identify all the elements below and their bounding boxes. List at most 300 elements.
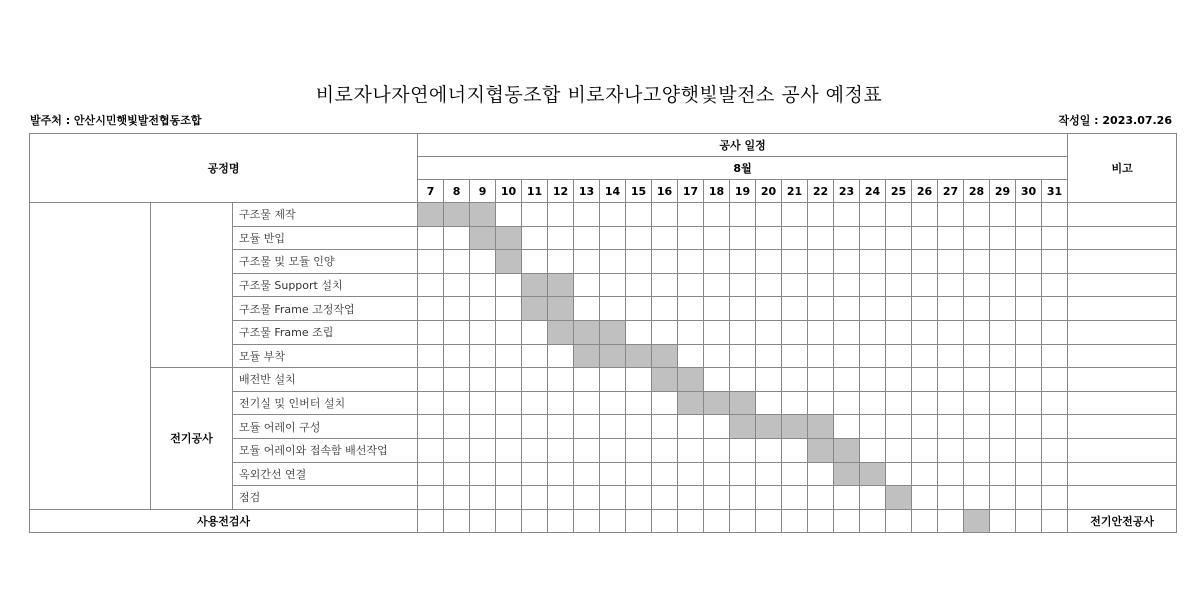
gantt-bar-cell [548,320,574,344]
task-name: 배전반 설치 [233,368,418,392]
gantt-cell [756,509,782,533]
gantt-cell [1016,203,1042,227]
gantt-cell [756,462,782,486]
gantt-cell [1016,391,1042,415]
day-header-21: 21 [782,180,808,203]
gantt-bar-cell [600,344,626,368]
gantt-bar-cell [548,273,574,297]
gantt-bar-cell [756,415,782,439]
gantt-cell [730,226,756,250]
gantt-cell [704,320,730,344]
gantt-cell [730,250,756,274]
gantt-cell [496,273,522,297]
page-title: 비로자나자연에너지협동조합 비로자나고양햇빛발전소 공사 예정표 [315,84,883,106]
gantt-cell [652,297,678,321]
gantt-cell [860,438,886,462]
gantt-cell [522,368,548,392]
gantt-bar-cell [834,462,860,486]
gantt-cell [496,320,522,344]
gantt-cell [652,250,678,274]
gantt-cell [1042,438,1068,462]
gantt-cell [574,297,600,321]
gantt-cell [574,486,600,510]
gantt-cell [886,391,912,415]
gantt-cell [652,391,678,415]
day-header-10: 10 [496,180,522,203]
gantt-bar-cell [522,297,548,321]
gantt-cell [730,438,756,462]
task-row [30,203,1177,227]
gantt-bar-cell [626,344,652,368]
gantt-cell [834,344,860,368]
gantt-cell [496,368,522,392]
day-header-9: 9 [470,180,496,203]
gantt-cell [860,297,886,321]
gantt-cell [938,368,964,392]
gantt-cell [782,462,808,486]
gantt-cell [600,486,626,510]
gantt-cell [626,415,652,439]
gantt-cell [756,226,782,250]
gantt-cell [860,486,886,510]
task-name: 구조물 Support 설치 [233,273,418,297]
gantt-cell [704,415,730,439]
gantt-cell [418,320,444,344]
gantt-cell [886,250,912,274]
month-header: 8월 [418,157,1068,180]
remark-cell [1068,203,1177,227]
gantt-cell [1042,509,1068,533]
gantt-cell [652,462,678,486]
gantt-cell [678,509,704,533]
gantt-cell [912,226,938,250]
gantt-cell [912,391,938,415]
gantt-cell [886,368,912,392]
gantt-cell [626,368,652,392]
gantt-cell [548,415,574,439]
gantt-cell [834,391,860,415]
process-header: 공정명 [30,134,418,203]
task-name: 구조물 Frame 조립 [233,320,418,344]
gantt-cell [964,320,990,344]
gantt-cell [730,486,756,510]
gantt-bar-cell [730,391,756,415]
gantt-cell [964,226,990,250]
gantt-cell [652,415,678,439]
gantt-cell [938,438,964,462]
day-header-29: 29 [990,180,1016,203]
gantt-cell [574,203,600,227]
gantt-cell [938,250,964,274]
gantt-cell [444,438,470,462]
gantt-cell [548,344,574,368]
gantt-cell [626,509,652,533]
gantt-cell [990,509,1016,533]
gantt-cell [1016,486,1042,510]
gantt-cell [548,438,574,462]
gantt-cell [470,320,496,344]
gantt-cell [964,344,990,368]
gantt-cell [808,486,834,510]
gantt-cell [704,250,730,274]
remark-cell [1068,250,1177,274]
gantt-cell [418,344,444,368]
gantt-cell [678,273,704,297]
gantt-cell [1042,250,1068,274]
gantt-cell [470,297,496,321]
gantt-cell [808,368,834,392]
category-cell: 전기공사 [151,368,233,510]
task-name: 모듈 반입 [233,226,418,250]
gantt-cell [678,438,704,462]
gantt-cell [990,297,1016,321]
gantt-cell [860,203,886,227]
day-header-19: 19 [730,180,756,203]
gantt-cell [600,273,626,297]
gantt-cell [678,415,704,439]
gantt-cell [704,344,730,368]
day-header-15: 15 [626,180,652,203]
task-name: 옥외간선 연결 [233,462,418,486]
gantt-cell [938,344,964,368]
gantt-cell [886,415,912,439]
gantt-cell [834,320,860,344]
gantt-cell [990,486,1016,510]
gantt-cell [990,344,1016,368]
gantt-cell [990,250,1016,274]
gantt-cell [444,368,470,392]
gantt-cell [704,462,730,486]
gantt-bar-cell [444,203,470,227]
section-cell [30,203,151,510]
gantt-cell [964,391,990,415]
gantt-cell [704,226,730,250]
gantt-cell [522,438,548,462]
gantt-cell [860,250,886,274]
gantt-cell [912,250,938,274]
gantt-cell [938,391,964,415]
gantt-cell [1042,486,1068,510]
gantt-cell [912,438,938,462]
gantt-cell [1042,297,1068,321]
gantt-cell [444,320,470,344]
gantt-cell [808,226,834,250]
gantt-cell [418,415,444,439]
gantt-cell [574,509,600,533]
gantt-cell [496,415,522,439]
remark-cell [1068,462,1177,486]
gantt-cell [678,203,704,227]
gantt-bar-cell [600,320,626,344]
gantt-cell [860,226,886,250]
gantt-cell [704,438,730,462]
gantt-cell [808,297,834,321]
gantt-cell [626,486,652,510]
gantt-cell [1042,273,1068,297]
gantt-cell [600,368,626,392]
gantt-cell [938,226,964,250]
gantt-cell [1042,368,1068,392]
gantt-cell [626,226,652,250]
gantt-cell [834,486,860,510]
gantt-cell [522,462,548,486]
gantt-cell [1042,320,1068,344]
gantt-cell [912,203,938,227]
gantt-cell [730,203,756,227]
gantt-cell [1016,438,1042,462]
task-row [30,368,1177,392]
gantt-cell [834,415,860,439]
gantt-cell [704,486,730,510]
gantt-cell [938,486,964,510]
client-label: 발주처 : 안산시민햇빛발전협동조합 [30,114,202,127]
gantt-cell [522,250,548,274]
gantt-cell [574,226,600,250]
gantt-cell [808,391,834,415]
day-header-20: 20 [756,180,782,203]
remark-cell [1068,226,1177,250]
gantt-cell [678,486,704,510]
day-header-7: 7 [418,180,444,203]
gantt-cell [626,297,652,321]
gantt-cell [626,391,652,415]
gantt-cell [860,391,886,415]
gantt-cell [600,415,626,439]
remark-cell [1068,320,1177,344]
gantt-cell [964,438,990,462]
gantt-cell [470,509,496,533]
gantt-cell [444,344,470,368]
gantt-cell [808,462,834,486]
gantt-cell [522,344,548,368]
gantt-cell [1016,250,1042,274]
gantt-cell [444,415,470,439]
gantt-cell [574,273,600,297]
gantt-cell [496,462,522,486]
task-name: 구조물 제작 [233,203,418,227]
gantt-cell [470,273,496,297]
gantt-bar-cell [522,273,548,297]
gantt-cell [652,203,678,227]
gantt-cell [496,203,522,227]
gantt-bar-cell [808,438,834,462]
gantt-cell [808,273,834,297]
gantt-cell [496,297,522,321]
gantt-cell [1042,226,1068,250]
gantt-cell [704,203,730,227]
gantt-cell [834,273,860,297]
gantt-cell [886,344,912,368]
gantt-cell [964,297,990,321]
gantt-cell [444,226,470,250]
gantt-cell [938,203,964,227]
gantt-cell [964,415,990,439]
gantt-cell [1016,344,1042,368]
day-header-30: 30 [1016,180,1042,203]
gantt-cell [782,203,808,227]
gantt-cell [704,297,730,321]
gantt-cell [782,486,808,510]
gantt-cell [886,438,912,462]
gantt-cell [704,368,730,392]
gantt-cell [886,226,912,250]
gantt-cell [574,391,600,415]
gantt-cell [912,320,938,344]
day-header-28: 28 [964,180,990,203]
gantt-bar-cell [730,415,756,439]
category-cell [151,203,233,368]
gantt-cell [834,203,860,227]
gantt-cell [548,250,574,274]
gantt-cell [600,391,626,415]
gantt-cell [990,415,1016,439]
task-name: 점검 [233,486,418,510]
gantt-cell [626,273,652,297]
gantt-cell [886,320,912,344]
gantt-cell [600,438,626,462]
gantt-cell [1016,415,1042,439]
gantt-cell [964,486,990,510]
gantt-cell [548,486,574,510]
gantt-cell [418,509,444,533]
gantt-cell [912,368,938,392]
gantt-cell [730,320,756,344]
gantt-cell [678,297,704,321]
gantt-cell [990,368,1016,392]
gantt-cell [964,368,990,392]
remark-cell [1068,391,1177,415]
date-label: 작성일 : 2023.07.26 [1058,114,1172,127]
gantt-cell [678,226,704,250]
gantt-bar-cell [496,250,522,274]
gantt-cell [782,509,808,533]
task-name: 모듈 어레이와 접속함 배선작업 [233,438,418,462]
gantt-cell [730,344,756,368]
gantt-cell [990,462,1016,486]
day-header-31: 31 [1042,180,1068,203]
gantt-cell [886,273,912,297]
gantt-cell [990,320,1016,344]
gantt-cell [938,509,964,533]
gantt-cell [964,203,990,227]
gantt-bar-cell [548,297,574,321]
gantt-cell [652,486,678,510]
gantt-cell [912,509,938,533]
gantt-cell [574,438,600,462]
task-name: 전기실 및 인버터 설치 [233,391,418,415]
gantt-cell [782,391,808,415]
gantt-cell [1016,297,1042,321]
gantt-cell [990,203,1016,227]
gantt-cell [782,344,808,368]
gantt-cell [444,462,470,486]
gantt-cell [756,438,782,462]
gantt-cell [678,320,704,344]
gantt-cell [522,320,548,344]
gantt-cell [574,250,600,274]
gantt-cell [548,509,574,533]
gantt-cell [886,203,912,227]
day-header-8: 8 [444,180,470,203]
gantt-cell [1042,391,1068,415]
gantt-cell [834,368,860,392]
gantt-cell [600,462,626,486]
gantt-cell [626,438,652,462]
gantt-cell [756,273,782,297]
gantt-cell [834,297,860,321]
gantt-bar-cell [574,320,600,344]
gantt-cell [1016,368,1042,392]
gantt-cell [886,297,912,321]
remark-cell [1068,438,1177,462]
day-header-18: 18 [704,180,730,203]
gantt-cell [678,344,704,368]
remark-cell [1068,486,1177,510]
gantt-bar-cell [860,462,886,486]
gantt-cell [652,438,678,462]
gantt-cell [548,462,574,486]
day-header-12: 12 [548,180,574,203]
remark-cell [1068,368,1177,392]
gantt-bar-cell [418,203,444,227]
gantt-cell [1016,462,1042,486]
gantt-cell [756,320,782,344]
gantt-cell [496,509,522,533]
schedule-header: 공사 일정 [418,134,1068,157]
gantt-cell [1016,320,1042,344]
day-header-16: 16 [652,180,678,203]
gantt-cell [470,462,496,486]
gantt-cell [938,462,964,486]
gantt-cell [522,226,548,250]
gantt-cell [496,391,522,415]
gantt-cell [1042,415,1068,439]
gantt-cell [652,509,678,533]
task-name: 모듈 부착 [233,344,418,368]
gantt-cell [912,462,938,486]
day-header-26: 26 [912,180,938,203]
schedule-table [29,133,1177,533]
gantt-cell [522,203,548,227]
gantt-cell [990,391,1016,415]
day-header-25: 25 [886,180,912,203]
gantt-bar-cell [652,368,678,392]
gantt-cell [626,250,652,274]
gantt-cell [912,297,938,321]
remark-cell [1068,415,1177,439]
gantt-bar-cell [652,344,678,368]
gantt-cell [938,320,964,344]
gantt-cell [834,226,860,250]
gantt-cell [964,273,990,297]
gantt-cell [730,462,756,486]
day-header-17: 17 [678,180,704,203]
gantt-cell [470,415,496,439]
gantt-cell [444,486,470,510]
gantt-cell [756,368,782,392]
gantt-cell [548,203,574,227]
gantt-bar-cell [678,368,704,392]
gantt-bar-cell [834,438,860,462]
gantt-cell [600,509,626,533]
gantt-cell [652,226,678,250]
gantt-cell [548,226,574,250]
gantt-cell [444,250,470,274]
gantt-cell [912,273,938,297]
gantt-cell [1016,273,1042,297]
gantt-cell [756,486,782,510]
gantt-cell [730,273,756,297]
